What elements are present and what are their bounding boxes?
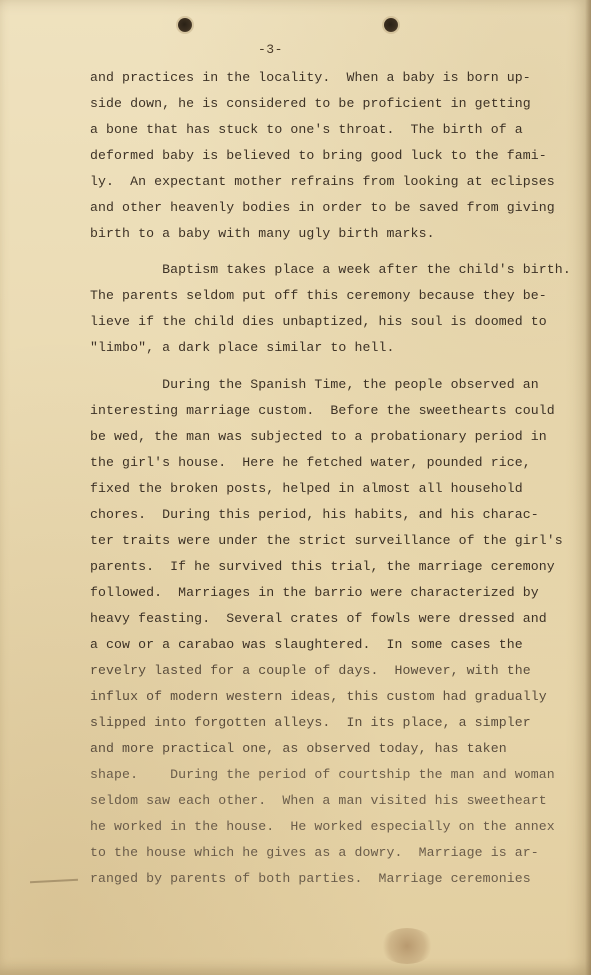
text-line: parents. If he survived this trial, the marriage ceremony [90,559,555,574]
text-line: the girl's house. Here he fetched water, pounded rice, [90,455,531,470]
text-line: birth to a baby with many ugly birth marks. [90,226,435,241]
text-line: slipped into forgotten alleys. In its place, a simpler [90,715,531,730]
text-line: seldom saw each other. When a man visited his sweetheart [90,793,547,808]
page-edge-shadow [585,0,591,975]
text-line: and practices in the locality. When a baby is born up- [90,70,531,85]
page-number: -3- [258,42,283,57]
text-line: a cow or a carabao was slaughtered. In some cases the [90,637,523,652]
text-line: interesting marriage custom. Before the sweethearts could [90,403,555,418]
margin-mark [30,879,78,884]
text-line: lieve if the child dies unbaptized, his soul is doomed to [90,314,547,329]
text-line: shape. During the period of courtship the man and woman [90,767,555,782]
text-line: he worked in the house. He worked especially on the annex [90,819,555,834]
text-line: revelry lasted for a couple of days. However, with the [90,663,531,678]
text-line: Baptism takes place a week after the child's birth. [90,262,571,277]
paper-stain [380,928,434,964]
text-line: During the Spanish Time, the people observed an [90,377,539,392]
text-line: fixed the broken posts, helped in almost all household [90,481,523,496]
text-line: deformed baby is believed to bring good luck to the fami- [90,148,547,163]
text-line: "limbo", a dark place similar to hell. [90,340,395,355]
text-line: ranged by parents of both parties. Marriage ceremonies [90,871,531,886]
text-line: and other heavenly bodies in order to be saved from giving [90,200,555,215]
text-line: to the house which he gives as a dowry. Marriage is ar- [90,845,539,860]
text-line: and more practical one, as observed today, has taken [90,741,507,756]
text-line: side down, he is considered to be proficient in getting [90,96,531,111]
text-line: followed. Marriages in the barrio were characterized by [90,585,539,600]
text-line: heavy feasting. Several crates of fowls were dressed and [90,611,547,626]
text-line: be wed, the man was subjected to a probationary period in [90,429,547,444]
text-line: a bone that has stuck to one's throat. The birth of a [90,122,523,137]
text-line: chores. During this period, his habits, and his charac- [90,507,539,522]
punch-hole [178,18,192,32]
punch-hole [384,18,398,32]
text-line: ly. An expectant mother refrains from looking at eclipses [90,174,555,189]
text-line: ter traits were under the strict surveillance of the girl's [90,533,563,548]
text-line: influx of modern western ideas, this custom had gradually [90,689,547,704]
text-line: The parents seldom put off this ceremony because they be- [90,288,547,303]
